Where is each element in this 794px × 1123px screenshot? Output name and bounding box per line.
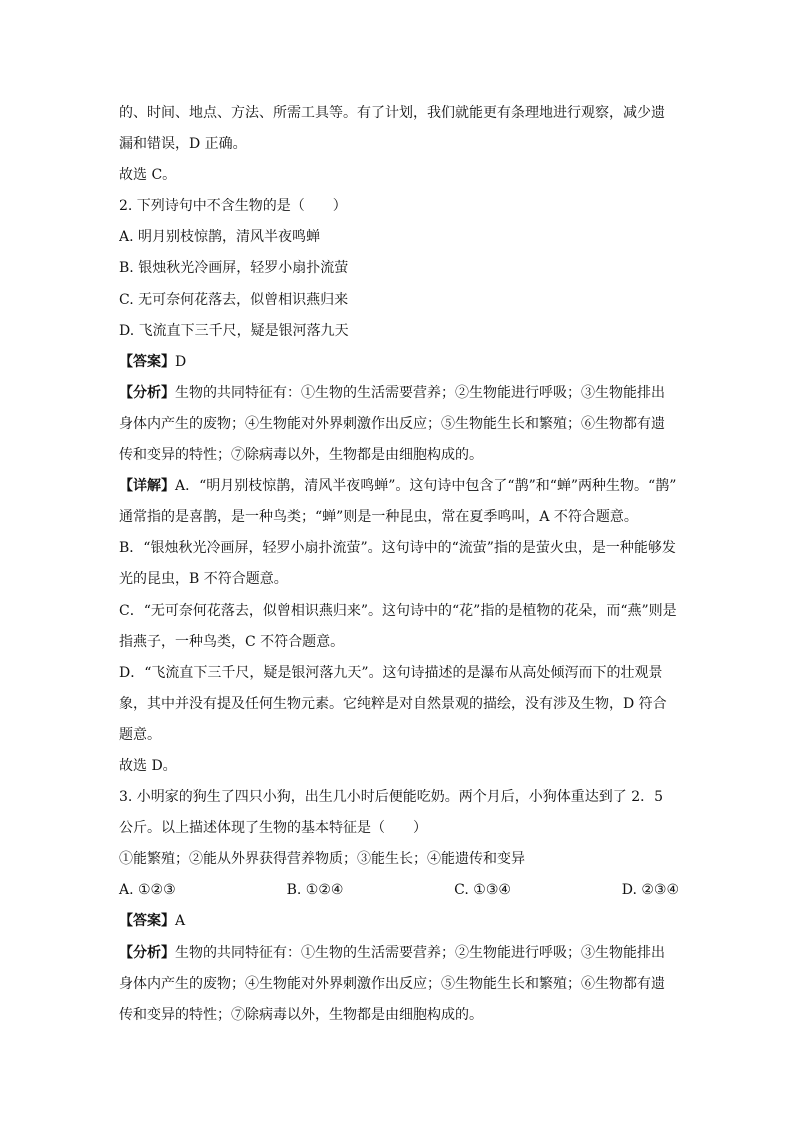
question-2-detail-line: B．“银烛秋光冷画屏，轻罗小扇扑流萤”。这句诗中的“流萤”指的是萤火虫，是一种能够发 [119, 540, 676, 557]
answer-value: D [175, 353, 187, 370]
detail-label: 【详解】 [119, 478, 175, 495]
question-3-option-a: A. ①②③ [119, 882, 176, 899]
analysis-text: 生物的共同特征有：①生物的生活需要营养；②生物能进行呼吸；③生物能排出 [175, 384, 665, 401]
question-3-analysis-line: 身体内产生的废物；④生物能对外界刺激作出反应；⑤生物能生长和繁殖；⑥生物都有遗 [119, 975, 665, 992]
question-2-conclusion: 故选 D。 [119, 757, 177, 774]
question-2-detail-line: 象，其中并没有提及任何生物元素。它纯粹是对自然景观的描绘，没有涉及生物，D 符合 [119, 695, 667, 712]
question-2-answer [119, 347, 679, 378]
page-content [119, 98, 679, 1031]
question-3-stem: 公斤。以上描述体现了生物的基本特征是（ ） [119, 820, 427, 837]
text-line: 故选 C。 [119, 167, 177, 184]
question-2-option-c: C. 无可奈何花落去，似曾相识燕归来 [119, 291, 349, 308]
question-2-option-b: B. 银烛秋光冷画屏，轻罗小扇扑流萤 [119, 260, 349, 277]
question-3-analysis-line: 传和变异的特性；⑦除病毒以外，生物都是由细胞构成的。 [119, 1006, 483, 1023]
question-2-analysis-line: 身体内产生的废物；④生物能对外界刺激作出反应；⑤生物能生长和繁殖；⑥生物都有遗 [119, 415, 665, 432]
question-2-detail-line: 指燕子，一种鸟类，C 不符合题意。 [119, 633, 345, 650]
analysis-label: 【分析】 [119, 384, 175, 401]
question-2-detail-line: D．“飞流直下三千尺，疑是银河落九天”。这句诗描述的是瀑布从高处倾泻而下的壮观景 [119, 664, 663, 681]
detail-text: A．“明月别枝惊鹊，清风半夜鸣蝉”。这句诗中包含了“鹊”和“蝉”两种生物。“鹊” [175, 478, 677, 495]
question-2-detail-line: 题意。 [119, 726, 161, 743]
question-3-option-c: C. ①③④ [454, 882, 511, 899]
question-2-detail-line: 通常指的是喜鹊，是一种鸟类；“蝉”则是一种昆虫，常在夏季鸣叫，A 不符合题意。 [119, 509, 638, 526]
question-2-analysis-line [119, 378, 679, 409]
question-2-detail-line: 光的昆虫，B 不符合题意。 [119, 571, 288, 588]
analysis-text: 生物的共同特征有：①生物的生活需要营养；②生物能进行呼吸；③生物能排出 [175, 944, 665, 961]
question-3-option-b: B. ①②④ [286, 882, 344, 899]
answer-label: 【答案】 [119, 353, 175, 370]
analysis-label: 【分析】 [119, 944, 175, 961]
text-line: 漏和错误，D 正确。 [119, 136, 247, 153]
question-3-option-d: D. ②③④ [621, 882, 680, 899]
answer-label: 【答案】 [119, 913, 175, 930]
question-3-options [119, 875, 679, 906]
question-2-option-a: A. 明月别枝惊鹊，清风半夜鸣蝉 [119, 229, 321, 246]
question-3-analysis-line [119, 938, 679, 969]
question-3-answer [119, 906, 679, 937]
text-line: 的、时间、地点、方法、所需工具等。有了计划，我们就能更有条理地进行观察，减少遗 [119, 105, 665, 121]
question-3-statements: ①能繁殖；②能从外界获得营养物质；③能生长；④能遗传和变异 [119, 851, 525, 868]
answer-value: A [175, 913, 186, 930]
question-2-detail-line [119, 471, 679, 502]
question-2-analysis-line: 传和变异的特性；⑦除病毒以外，生物都是由细胞构成的。 [119, 447, 483, 464]
question-2-option-d: D. 飞流直下三千尺，疑是银河落九天 [119, 322, 349, 339]
question-3-stem: 3. 小明家的狗生了四只小狗，出生几小时后便能吃奶。两个月后，小狗体重达到了 2．5 [119, 789, 664, 806]
question-2-stem: 2. 下列诗句中不含生物的是（ ） [119, 198, 347, 215]
question-2-detail-line: C．“无可奈何花落去，似曾相识燕归来”。这句诗中的“花”指的是植物的花朵，而“燕”则是 [119, 602, 677, 619]
